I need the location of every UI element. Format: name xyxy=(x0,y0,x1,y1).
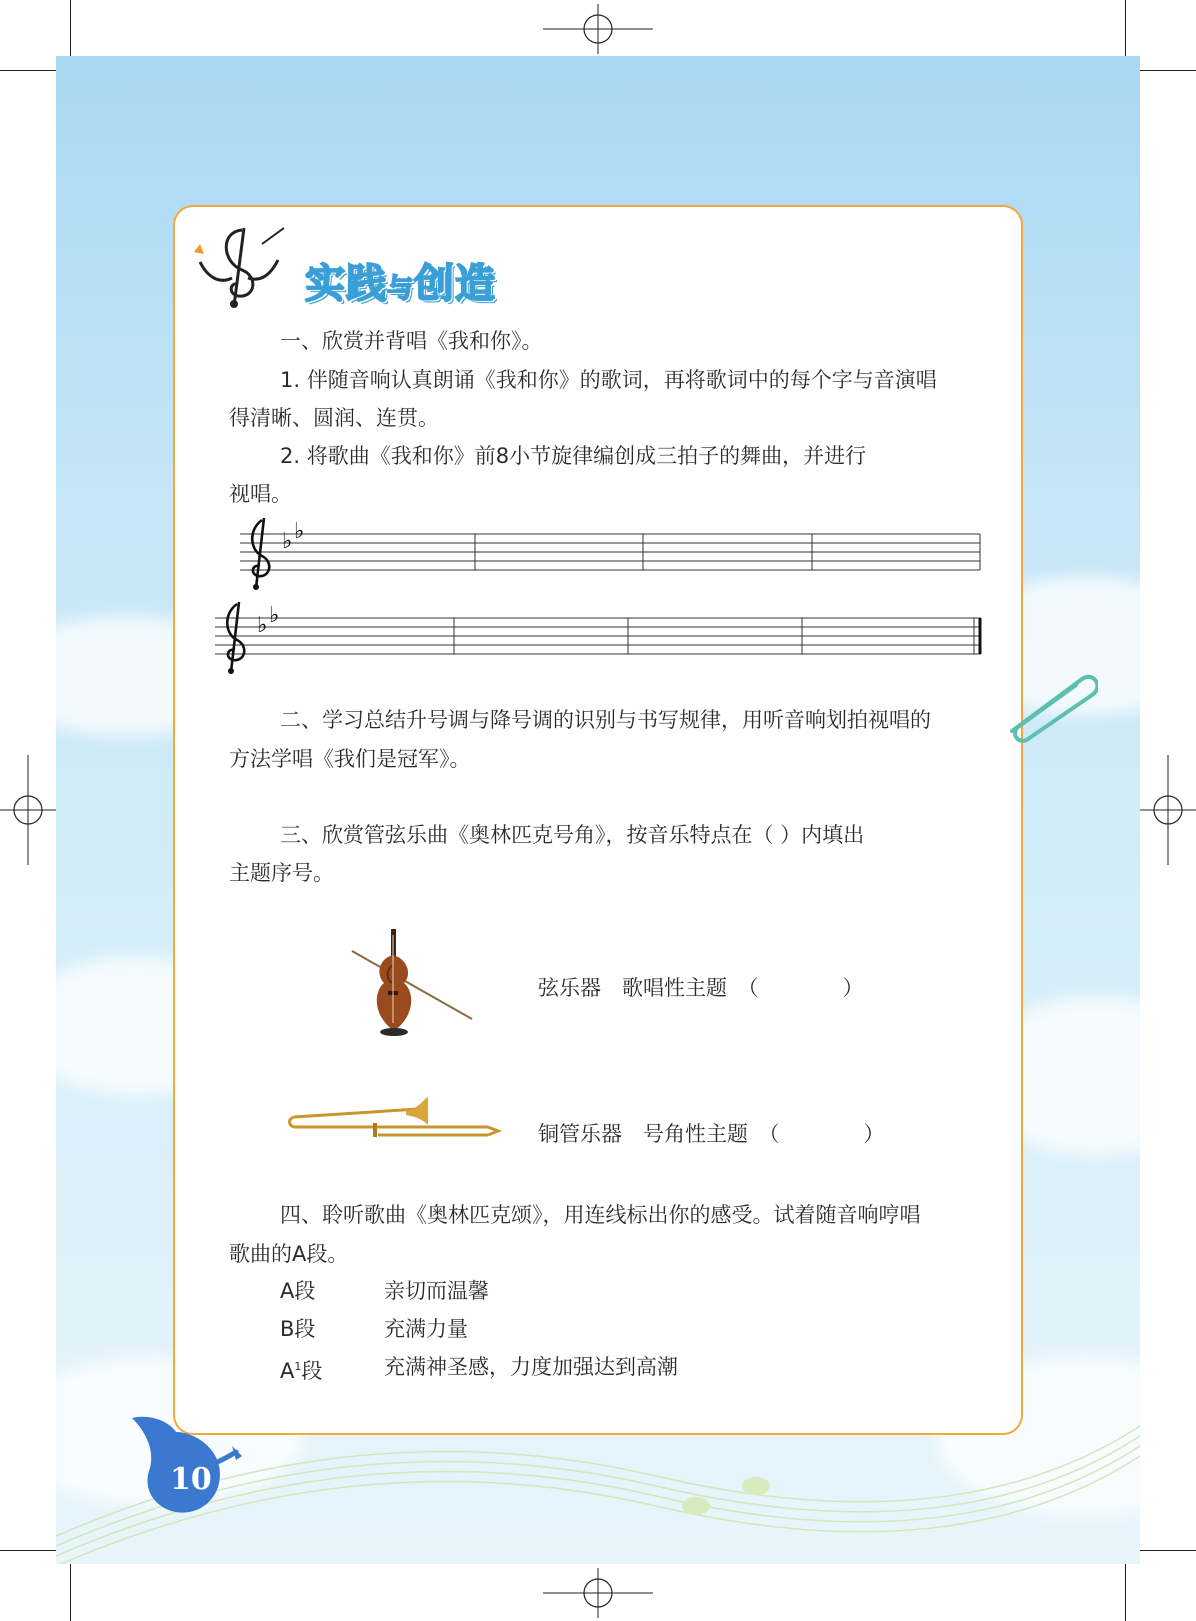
match-right-3[interactable]: 充满神圣感，力度加强达到高潮 xyxy=(384,1355,678,1379)
match-left-a1-superscript: 1 xyxy=(294,1360,302,1373)
registration-mark-bottom xyxy=(543,1568,653,1618)
registration-mark-right xyxy=(1140,755,1196,865)
svg-text:♭: ♭ xyxy=(257,613,268,638)
registration-mark-top xyxy=(543,4,653,54)
match-left-a[interactable]: A段 xyxy=(280,1279,316,1303)
question-1-1-line2: 得清晰、圆润、连贯。 xyxy=(229,406,439,430)
match-left-a1-letter: A xyxy=(280,1359,295,1383)
question-1-2-line2: 视唱。 xyxy=(229,482,292,506)
svg-text:♭: ♭ xyxy=(269,603,280,628)
section-title-part: 与 xyxy=(387,274,415,304)
question-4-line1: 四、聆听歌曲《奥林匹克颂》，用连线标出你的感受。试着随音响哼唱 xyxy=(280,1203,921,1227)
paper-clip-icon xyxy=(998,665,1098,745)
question-1-1-line1: 1. 伴随音响认真朗诵《我和你》的歌词，再将歌词中的每个字与音演唱 xyxy=(280,368,937,392)
svg-text:♭: ♭ xyxy=(294,519,305,544)
section-title-part: 实践 xyxy=(305,261,387,307)
treble-clef-conductor-icon xyxy=(190,222,290,308)
question-2-line2: 方法学唱《我们是冠军》。 xyxy=(229,747,471,771)
match-left-a1-suffix: 段 xyxy=(301,1359,323,1383)
violin-icon xyxy=(348,925,474,1037)
strings-theme-label: 弦乐器 歌唱性主题 （ ） xyxy=(538,976,864,1000)
match-right-2[interactable]: 充满力量 xyxy=(384,1317,468,1341)
question-1-heading: 一、欣赏并背唱《我和你》。 xyxy=(280,329,543,353)
crop-mark xyxy=(1125,0,1126,56)
match-right-1[interactable]: 亲切而温馨 xyxy=(384,1279,489,1303)
svg-text:♭: ♭ xyxy=(282,529,293,554)
crop-mark xyxy=(70,1564,71,1621)
section-title xyxy=(305,252,496,309)
match-left-b[interactable]: B段 xyxy=(280,1317,316,1341)
trombone-icon xyxy=(288,1095,514,1145)
crop-mark xyxy=(1125,1564,1126,1621)
blank-staff-2[interactable] xyxy=(215,600,983,680)
page-number: 10 xyxy=(170,1462,212,1497)
match-left-a1[interactable] xyxy=(280,1348,322,1390)
question-3-line1: 三、欣赏管弦乐曲《奥林匹克号角》，按音乐特点在（ ）内填出 xyxy=(280,823,865,847)
crop-mark xyxy=(70,0,71,56)
question-1-2-line1: 2. 将歌曲《我和你》前8小节旋律编创成三拍子的舞曲，并进行 xyxy=(280,444,867,468)
question-2-line1: 二、学习总结升号调与降号调的识别与书写规律，用听音响划拍视唱的 xyxy=(280,708,931,732)
section-title-part: 创造 xyxy=(414,261,497,307)
question-4-line2: 歌曲的A段。 xyxy=(229,1242,349,1266)
brass-theme-label: 铜管乐器 号角性主题 （ ） xyxy=(538,1122,885,1146)
registration-mark-left xyxy=(0,755,56,865)
blank-staff-1[interactable] xyxy=(240,516,982,596)
question-3-line2: 主题序号。 xyxy=(229,861,334,885)
